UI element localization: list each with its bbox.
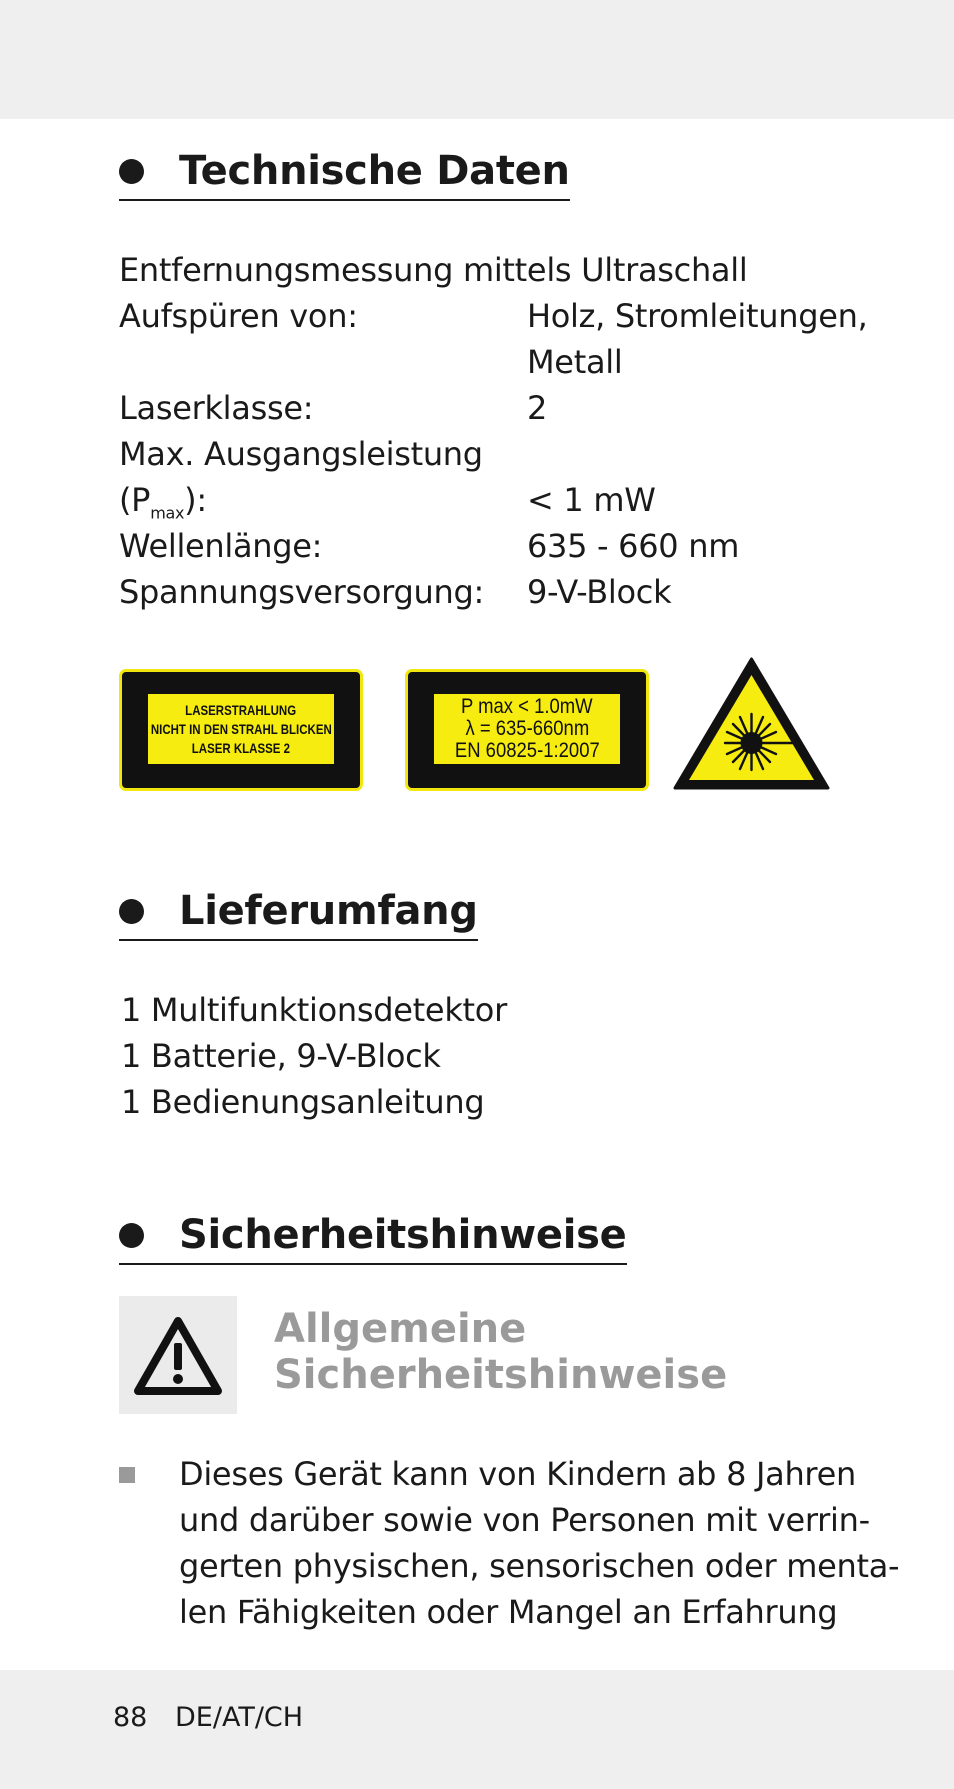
laser-spec-line-1: P max < 1.0mW	[461, 695, 593, 718]
general-safety-title	[274, 1306, 727, 1398]
safety-paragraph-line-1: Dieses Gerät kann von Kindern ab 8 Jahren	[179, 1455, 856, 1493]
general-safety-title-line-2: Sicherheitshinweise	[274, 1352, 728, 1398]
top-margin-band	[0, 0, 954, 119]
heading-text: Lieferumfang	[179, 888, 478, 934]
laser-spec-label-panel	[434, 694, 620, 764]
list-item: 1 Bedienungsanleitung	[121, 1083, 485, 1121]
general-safety-title-line-1: Allgemeine	[274, 1306, 527, 1352]
heading-text: Technische Daten	[179, 148, 570, 194]
general-warning-box	[119, 1296, 237, 1414]
safety-paragraph-line-2: und darüber sowie von Personen mit verrin-	[179, 1501, 870, 1539]
laser-warning-icon	[673, 657, 830, 791]
spec-label-laser-class: Laserklasse:	[119, 389, 314, 427]
spec-value-detection: Holz, Stromleitungen,	[527, 297, 868, 335]
section-heading-technical-data	[119, 147, 570, 201]
laser-warning-line-3: LASER KLASSE 2	[191, 739, 291, 756]
laser-spec-line-3: EN 60825-1:2007	[454, 739, 600, 762]
spec-value-wavelength: 635 - 660 nm	[527, 527, 740, 565]
warning-icon	[119, 1296, 237, 1414]
section-heading-scope-of-delivery	[119, 887, 478, 941]
list-item: 1 Batterie, 9-V-Block	[121, 1037, 441, 1075]
spec-label-max-output: Max. Ausgangsleistung	[119, 435, 483, 473]
pmax-suffix: ):	[184, 481, 207, 519]
heading-bullet	[119, 899, 144, 924]
section-heading-safety	[119, 1211, 627, 1265]
heading-bullet	[119, 159, 144, 184]
laser-warning-label-panel	[148, 694, 334, 764]
spec-label-wavelength: Wellenlänge:	[119, 527, 323, 565]
footer-locales: DE/AT/CH	[175, 1702, 304, 1733]
safety-paragraph-line-4: len Fähigkeiten oder Mangel an Erfahrung	[179, 1593, 838, 1631]
list-item: 1 Multifunktionsdetektor	[121, 991, 507, 1029]
heading-bullet	[119, 1223, 144, 1248]
spec-value-power-supply: 9-V-Block	[527, 573, 672, 611]
spec-label-detection: Aufspüren von:	[119, 297, 358, 335]
pmax-subscript: max	[150, 503, 185, 523]
spec-value-laser-class: 2	[527, 389, 548, 427]
heading-text: Sicherheitshinweise	[179, 1212, 627, 1258]
page-number: 88	[113, 1702, 148, 1733]
spec-intro: Entfernungsmessung mittels Ultraschall	[119, 251, 748, 289]
laser-spec-label	[405, 669, 649, 791]
pmax-prefix: (P	[119, 481, 151, 519]
laser-warning-line-2: NICHT IN DEN STRAHL BLICKEN	[150, 720, 332, 737]
paragraph-square-bullet	[119, 1467, 135, 1483]
spec-value-pmax: < 1 mW	[527, 481, 656, 519]
laser-spec-line-2: λ = 635-660nm	[465, 717, 589, 740]
spec-label-power-supply: Spannungsversorgung:	[119, 573, 484, 611]
laser-warning-label	[119, 669, 363, 791]
laser-warning-line-1: LASERSTRAHLUNG	[185, 701, 297, 718]
safety-paragraph-line-3: gerten physischen, sensorischen oder menta-	[179, 1547, 900, 1585]
spec-value-detection-cont: Metall	[527, 343, 623, 381]
